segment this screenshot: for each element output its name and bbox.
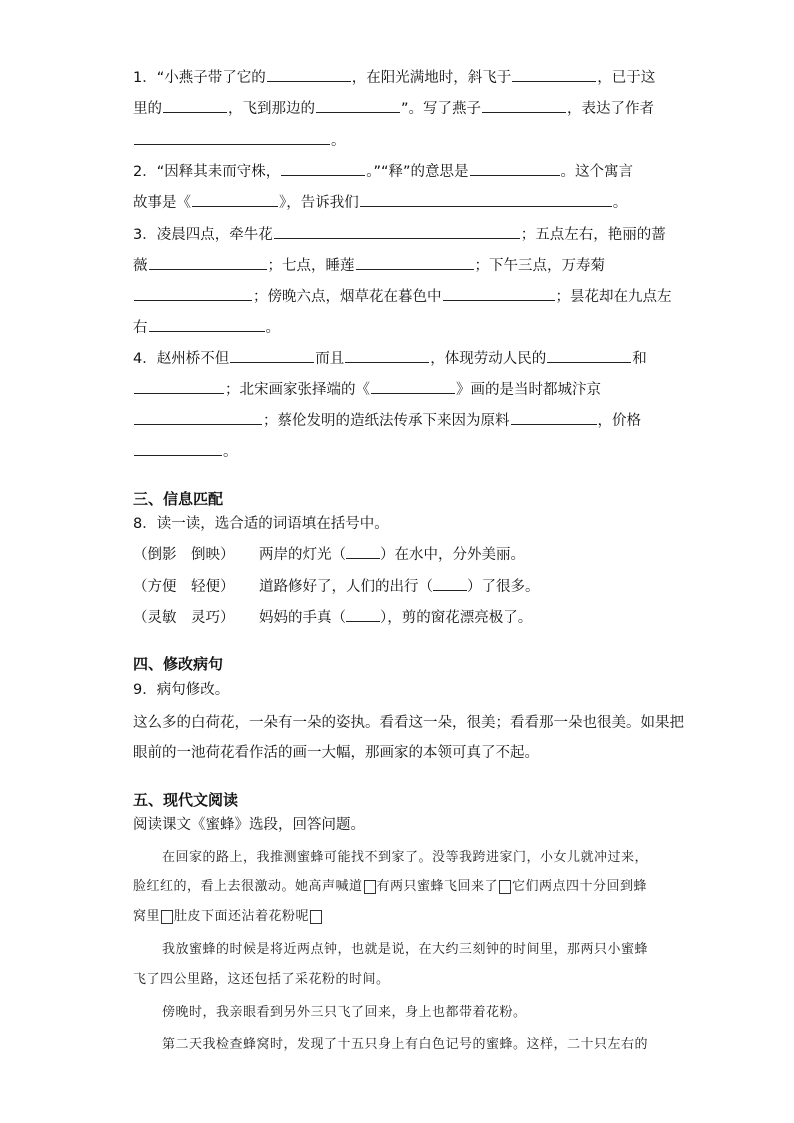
section-5-title: 五、现代文阅读	[133, 791, 239, 809]
answer-blank[interactable]	[134, 130, 330, 145]
q3-line-3	[133, 286, 672, 307]
answer-blank[interactable]	[433, 577, 467, 591]
q4-text: ，价格	[597, 413, 641, 429]
answer-blank[interactable]	[134, 379, 224, 394]
faulty-sentence-line: 这么多的白荷花，一朵有一朵的姿执。看看这一朵，很美；看看那一朵也很美。如果把	[133, 715, 684, 731]
passage-line: 飞了四公里路，这还包括了采花粉的时间。	[133, 972, 390, 987]
missing-glyph-box	[364, 880, 376, 894]
answer-blank[interactable]	[512, 67, 596, 82]
answer-blank[interactable]	[134, 410, 262, 425]
q3-text: ；昙花却在九点左	[555, 289, 672, 305]
word-options: （倒影 倒映）	[133, 547, 235, 563]
answer-blank[interactable]	[192, 192, 278, 207]
q4-line-1	[133, 348, 647, 369]
q1-line-1	[133, 67, 655, 88]
q4-text: 4．赵州桥不但	[133, 351, 230, 367]
passage-text: 肚皮下面还沾着花粉呢	[174, 909, 310, 924]
q1-text: ，已于这	[597, 70, 656, 86]
q2-text: 。这个寓言	[560, 164, 634, 180]
q2-text: 。	[612, 195, 628, 211]
answer-blank[interactable]	[163, 98, 227, 113]
q9-question: 9．病句修改。	[133, 682, 230, 698]
word-options: （方便 轻便）	[133, 579, 235, 595]
q4-text: 》画的是当时都城汴京	[456, 382, 601, 398]
passage-text: 脸红红的，看上去很激动。她高声喊道	[133, 879, 363, 894]
q4-text: 而且	[315, 351, 345, 367]
passage-line: 第二天我检查蜂窝时，发现了十五只身上有白色记号的蜜蜂。这样，二十只左右的	[162, 1037, 649, 1052]
q1-text: ”。写了燕子	[401, 101, 482, 117]
q1-text: ，表达了作者	[567, 101, 655, 117]
q1-text: 里的	[133, 101, 162, 117]
passage-line	[133, 907, 323, 927]
passage-line: 傍晚时，我亲眼看到另外三只飞了回来，身上也都带着花粉。	[162, 1005, 527, 1020]
q1-text: 1．“小燕子带了它的	[133, 70, 266, 86]
match-row	[133, 545, 525, 565]
q1-text: ，飞到那边的	[228, 101, 315, 117]
q2-line-1	[133, 161, 633, 182]
q4-line-2	[133, 379, 601, 400]
q3-text: ；五点左右，艳丽的蔷	[520, 227, 666, 243]
q3-line-4	[133, 317, 280, 338]
match-row	[133, 577, 540, 597]
q3-line-1	[133, 224, 666, 245]
q3-line-2	[133, 255, 605, 276]
q1-text: 。	[331, 133, 346, 149]
q2-text: 2．“因释其耒而守株，	[133, 164, 281, 180]
answer-blank[interactable]	[371, 379, 455, 394]
reading-question: 阅读课文《蜜蜂》选段，回答问题。	[133, 817, 365, 833]
answer-blank[interactable]	[470, 161, 560, 176]
answer-blank[interactable]	[360, 192, 612, 207]
passage-line	[133, 877, 647, 897]
missing-glyph-box	[161, 910, 173, 924]
q3-text: 薇	[133, 258, 148, 274]
answer-blank[interactable]	[267, 67, 351, 82]
sentence-text: ）在水中，分外美丽。	[380, 547, 525, 563]
q3-text: ；下午三点，万寿菊	[474, 258, 605, 274]
answer-blank[interactable]	[511, 410, 597, 425]
word-options: （灵敏 灵巧）	[133, 610, 235, 626]
sentence-text: 道路修好了，人们的出行（	[259, 579, 433, 595]
answer-blank[interactable]	[547, 348, 631, 363]
q4-text: ；蔡伦发明的造纸法传承下来因为原料	[263, 413, 510, 429]
sentence-text: ）了很多。	[467, 579, 540, 595]
answer-blank[interactable]	[356, 255, 474, 270]
q4-line-3	[133, 410, 641, 431]
q1-text: ，在阳光满地时，斜飞于	[351, 70, 512, 86]
q4-text: ；北宋画家张择端的《	[225, 382, 370, 398]
sentence-text: 两岸的灯光（	[259, 547, 346, 563]
q1-line-3	[133, 130, 346, 151]
q2-line-2	[133, 192, 627, 213]
q4-text: 。	[223, 444, 238, 460]
faulty-sentence-line: 眼前的一池荷花看作活的画一大幅，那画家的本领可真了不起。	[133, 745, 539, 761]
answer-blank[interactable]	[346, 608, 380, 622]
q3-text: 右	[133, 320, 148, 336]
missing-glyph-box	[499, 880, 511, 894]
sentence-text: ），剪的窗花漂亮极了。	[380, 610, 533, 626]
answer-blank[interactable]	[134, 286, 252, 301]
answer-blank[interactable]	[149, 255, 267, 270]
section-4-title: 四、修改病句	[133, 655, 224, 673]
answer-blank[interactable]	[149, 317, 265, 332]
answer-blank[interactable]	[345, 348, 429, 363]
q8-question: 8．读一读，选合适的词语填在括号中。	[133, 516, 389, 532]
answer-blank[interactable]	[443, 286, 555, 301]
q4-text: 和	[632, 351, 647, 367]
q2-text: 。”“释”的意思是	[366, 164, 469, 180]
answer-blank[interactable]	[482, 98, 566, 113]
passage-text: 有两只蜜蜂飞回来了	[376, 879, 499, 894]
answer-blank[interactable]	[134, 441, 222, 456]
answer-blank[interactable]	[346, 545, 380, 559]
q2-text: 》，告诉我们	[279, 195, 359, 211]
q4-line-4	[133, 441, 238, 462]
q3-text: 3．凌晨四点，牵牛花	[133, 227, 273, 243]
q3-text: ；傍晚六点，烟草花在暮色中	[253, 289, 442, 305]
answer-blank[interactable]	[230, 348, 314, 363]
passage-line: 我放蜜蜂的时候是将近两点钟，也就是说，在大约三刻钟的时间里，那两只小蜜蜂	[162, 942, 649, 957]
q3-text: 。	[265, 320, 280, 336]
passage-text: 窝里	[133, 909, 161, 924]
match-row	[133, 608, 532, 628]
answer-blank[interactable]	[274, 224, 520, 239]
q3-text: ；七点，睡莲	[267, 258, 355, 274]
passage-line: 在回家的路上，我推测蜜蜂可能找不到家了。没等我跨进家门，小女儿就冲过来，	[162, 850, 649, 865]
missing-glyph-box	[310, 910, 322, 924]
section-3-title: 三、信息匹配	[133, 490, 224, 508]
q4-text: ，体现劳动人民的	[430, 351, 547, 367]
passage-text: 它们两点四十分回到蜂	[512, 879, 648, 894]
sentence-text: 妈妈的手真（	[259, 610, 346, 626]
q2-text: 故事是《	[133, 195, 191, 211]
answer-blank[interactable]	[281, 161, 365, 176]
answer-blank[interactable]	[316, 98, 400, 113]
q1-line-2	[133, 98, 654, 119]
